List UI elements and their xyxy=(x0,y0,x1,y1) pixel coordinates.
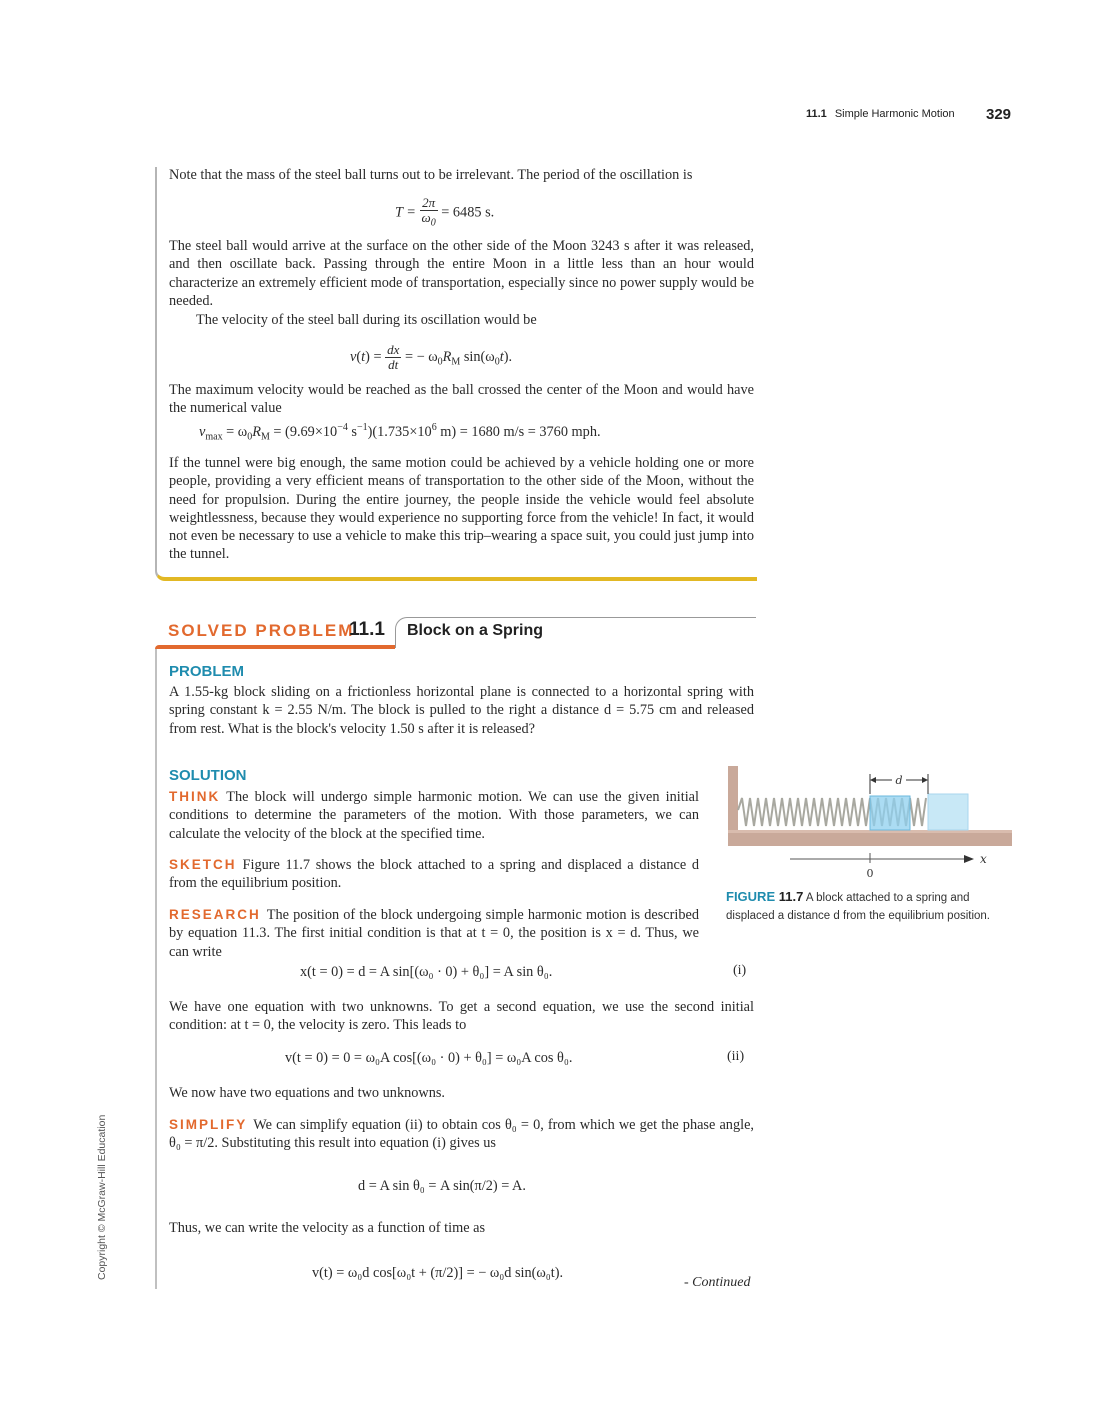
figure-caption-text: A block attached to a spring and displaced a distance d from the equilibrium position. xyxy=(726,892,991,922)
solved-problem-label: SOLVED PROBLEM xyxy=(168,621,355,640)
fraction: $\frac{2\pi}{\omega_0}$ xyxy=(421,195,436,229)
spring-diagram xyxy=(726,764,1014,884)
equation-ii: v(t = 0) = 0 = ω₀A cos[(ω₀ · 0) + θ₀] = ω₀A cos θ₀. xyxy=(285,1050,573,1066)
paragraph-mass-irrelevant: Note that the mass of the steel ball turns out to be irrelevant. The period of the oscillation is xyxy=(169,167,693,183)
simplify-paragraph xyxy=(169,1116,754,1153)
equation-d: d = A sin θ₀ = A sin(π/2) = A. xyxy=(358,1178,526,1194)
running-head xyxy=(806,108,955,120)
paragraph-two-unknowns: We have one equation with two unknowns. To get a second equation, we use the second initial condition: at t = 0, the velocity is zero. This leads to xyxy=(169,999,754,1034)
equation-vmax: $v_{max} = \omega_0R_M = (9.69\times 10^{-4}$ $s^{-1})(1.735\times 10^6$ m) = 1680 m/s = 3760 mph. xyxy=(199,422,601,443)
research-text: The position of the block undergoing simple harmonic motion is described by equation 11.3. The first initial condition is that at t = 0, the position is x = d. Thus, we can write xyxy=(169,907,699,960)
equation-i: x(t = 0) = d = A sin[(ω₀ · 0) + θ₀] = A sin θ₀. xyxy=(300,964,553,980)
simplify-label: SIMPLIFY xyxy=(169,1117,248,1132)
sketch-text: Figure 11.7 shows the block attached to a spring and displaced a distance d from the equilibrium position. xyxy=(169,857,699,892)
paragraph-velocity-intro: The velocity of the steel ball during its oscillation would be xyxy=(196,312,537,328)
solved-problem-number: 11.1 xyxy=(349,619,385,640)
equation-ii-label: (ii) xyxy=(727,1049,745,1064)
figure-label: FIGURE 11.7 xyxy=(726,889,804,904)
equation-velocity-time: v(t) = ω₀d cos[ω₀t + (π/2)] = − ω₀d sin(ω₀t). xyxy=(312,1265,564,1281)
simplify-text: We can simplify equation (ii) to obtain cos θ₀ = 0, from which we get the phase angle, θ₀ = π/2. Substituting this result into equation (i) gives us xyxy=(169,1117,754,1152)
paragraph-tunnel: If the tunnel were big enough, the same motion could be achieved by a vehicle holding one or more people, providing a very efficient means of transportation to the other side of the Moon, without the need for propulsion. During the entire journey, the people inside the vehicle would feel absolute weightlessness, because they would experience no supporting force from the vehicle! In fact, it would not even be necessary to use a vehicle to make this trip–wearing a space suit, you could just jump into the tunnel. xyxy=(169,455,754,563)
eq-rhs: = 6485 s. xyxy=(441,204,495,221)
problem-text: A 1.55-kg block sliding on a frictionless horizontal plane is connected to a horizontal spring with spring constant k = 2.55 N/m. The block is pulled to the right a distance d = 5.75 cm and released from rest. What is the block's velocity 1.50 s after it is released? xyxy=(169,684,754,737)
figure-block-spring xyxy=(726,764,1014,884)
equation-i-label: (i) xyxy=(733,963,747,978)
svg-text:d: d xyxy=(895,774,903,787)
solution-heading: SOLUTION xyxy=(169,767,247,784)
continued-label: - Continued xyxy=(684,1275,751,1290)
sketch-label: SKETCH xyxy=(169,857,237,872)
think-paragraph xyxy=(169,788,699,843)
section-number: 11.1 xyxy=(806,108,827,120)
research-paragraph xyxy=(169,906,699,961)
equation-period xyxy=(395,196,494,231)
research-label: RESEARCH xyxy=(169,907,261,922)
svg-text:0: 0 xyxy=(866,867,874,880)
section-title: Simple Harmonic Motion xyxy=(834,108,955,120)
eq-lhs: T = xyxy=(395,204,416,221)
left-border xyxy=(155,649,157,1289)
problem-heading: PROBLEM xyxy=(169,663,244,680)
think-text: The block will undergo simple harmonic motion. We can use the given initial conditions to determine the parameters of the motion. With those parameters, we can calculate the velocity of the block at the specified time. xyxy=(169,789,699,842)
figure-caption xyxy=(726,888,1016,925)
paragraph-thus: Thus, we can write the velocity as a function of time as xyxy=(169,1220,486,1236)
fraction: $\frac{dx}{dt}$ xyxy=(387,342,400,372)
paragraph-now-two: We now have two equations and two unknowns. xyxy=(169,1085,446,1101)
sketch-paragraph xyxy=(169,856,699,893)
paragraph-arrival: The steel ball would arrive at the surface on the other side of the Moon 3243 s after it was released, and then oscillate back. Passing through the entire Moon in a little less than an hour would characterize an extremely efficient mode of transportation, especially since no power supply would be needed. xyxy=(169,238,754,309)
think-label: THINK xyxy=(169,789,221,804)
paragraph-max-velocity: The maximum velocity would be reached as the ball crossed the center of the Moon and would have the numerical value xyxy=(169,382,754,417)
equation-velocity: v(t) = $\frac{dx}{dt}$ = − $\omega_0R_M$ $\sin(\omega_0t)$. xyxy=(350,342,513,372)
orange-divider xyxy=(155,645,395,649)
solved-problem-title: Block on a Spring xyxy=(407,622,544,639)
page-number: 329 xyxy=(986,106,1012,123)
svg-text:x: x xyxy=(980,852,987,866)
copyright-notice: Copyright © McGraw-Hill Education xyxy=(96,1114,108,1280)
